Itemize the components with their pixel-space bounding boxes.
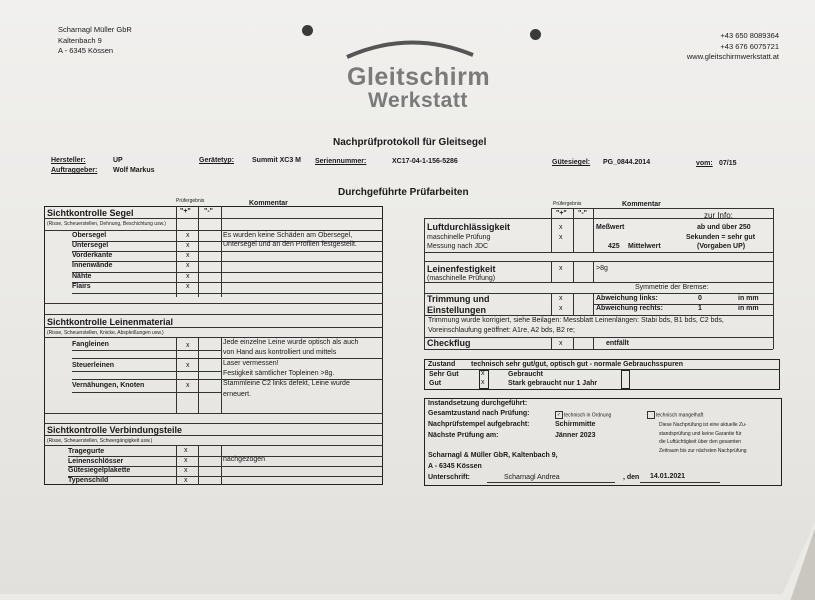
right-col-line	[573, 293, 574, 315]
auftraggeber-value: Wolf Markus	[113, 167, 155, 174]
company-city: A - 6345 Kössen	[58, 46, 114, 55]
leinen-row-label: Fangleinen	[72, 341, 109, 348]
vom-label: vom:	[696, 160, 713, 167]
luft-messwert-label: Meßwert	[596, 224, 625, 231]
segel-row-label: Obersegel	[72, 232, 107, 239]
section-title: Durchgeführte Prüfarbeiten	[338, 187, 469, 198]
right-col-line	[593, 208, 594, 252]
trimmung-note-2: Voreinschlaufung geöffnet: A1re, A2 bds, B2 re;	[428, 327, 575, 334]
row-line	[72, 293, 383, 294]
disclaimer-line: Diese Nachprüfung ist eine aktuelle Zu-	[659, 422, 747, 428]
row-line	[424, 252, 773, 253]
luft-mittelwert-label: Mittelwert	[628, 243, 661, 250]
abweichung-rechts-unit: in mm	[738, 305, 759, 312]
auftraggeber-label: Auftraggeber:	[51, 167, 98, 174]
right-col-line	[593, 337, 594, 349]
leinen-row-comment: Stammleine C2 links defekt, Leine wurde	[223, 380, 350, 387]
punch-hole-right	[530, 29, 541, 40]
trimmung-note-1: Trimmung wurde korrigiert, siehe Beilagen: Messblatt Leinenlängen: Stabi bds, B1 bds, C2 bds,	[428, 317, 724, 324]
disclaimer-line: Zeitraum bis zur nächsten Nachprüfung	[659, 447, 747, 454]
bad-option	[647, 411, 703, 419]
left-col-line	[198, 445, 199, 485]
phone-2: +43 676 6075721	[720, 41, 779, 51]
right-minus-header: "-"	[578, 210, 587, 217]
disclaimer	[659, 421, 747, 455]
right-kommentar-header: Kommentar	[622, 201, 661, 208]
right-col-line	[573, 208, 574, 252]
festigkeit-value: >8g	[596, 265, 608, 272]
right-col-line	[573, 337, 574, 349]
segel-row-mark: x	[186, 283, 190, 290]
segel-row-mark: x	[186, 232, 190, 239]
luft-mark-2: x	[559, 234, 563, 241]
row-line	[72, 392, 221, 393]
firm-line-2: A - 6345 Kössen	[428, 463, 482, 470]
verbindung-row-mark: x	[184, 467, 188, 474]
abweichung-rechts-label: Abweichung rechts:	[596, 305, 663, 312]
segel-row-comment: Es wurden keine Schäden am Obersegel,	[223, 232, 353, 239]
row-line	[72, 261, 383, 262]
vom-value: 07/15	[719, 160, 737, 167]
row-line	[44, 435, 383, 436]
zustand-mark-2: x	[481, 379, 485, 386]
left-minus-header: "-"	[204, 208, 213, 215]
zustand-label: Zustand	[428, 361, 456, 368]
unterschrift-label: Unterschrift:	[428, 474, 471, 481]
right-col-line	[593, 261, 594, 282]
company-contact	[687, 31, 779, 63]
festigkeit-subtitle: (maschinelle Prüfung)	[427, 275, 496, 282]
segel-row-label: Innenwände	[72, 262, 113, 269]
leinen-row-comment: von Hand aus kontrolliert und mittels	[223, 349, 337, 356]
abweichung-links-value: 0	[698, 295, 702, 302]
zustand-gebraucht: Gebraucht	[508, 371, 544, 378]
trimmung-mark-1: x	[559, 295, 563, 302]
left-kommentar-header: Kommentar	[249, 200, 288, 207]
row-line	[72, 282, 383, 283]
leinen-subtitle: (Risse, Scheuerstellen, Knicke, Abspleißungen usw.)	[47, 330, 164, 336]
luft-line-2: Messung nach JDC	[427, 243, 489, 250]
verbindung-subtitle: (Risse, Scheuerstellen, Schwergängigkeit usw.)	[47, 438, 153, 444]
company-street: Kaltenbach 9	[58, 35, 102, 45]
luft-value: 425	[608, 243, 620, 250]
right-col-line	[551, 337, 552, 349]
left-col-line	[198, 337, 199, 413]
row-line	[44, 303, 383, 304]
segel-row-label: Flairs	[72, 283, 91, 290]
hersteller-value: UP	[113, 157, 123, 164]
segel-title: Sichtkontrolle Segel	[47, 208, 134, 218]
verbindung-title: Sichtkontrolle Verbindungsteile	[47, 425, 183, 435]
right-col-line	[424, 218, 425, 349]
row-line	[44, 337, 383, 338]
zur-info: zur Info:	[704, 211, 733, 220]
leinen-row-mark: x	[186, 342, 190, 349]
instand-title: Instandsetzung durchgeführt:	[428, 400, 528, 407]
festigkeit-title: Leinenfestigkeit	[427, 264, 496, 274]
firm-line-1: Scharnagl & Müller GbR, Kaltenbach 9,	[428, 452, 558, 459]
logo-line-2: Werkstatt	[368, 89, 468, 112]
unterschrift-value: Scharnagl Andrea	[504, 474, 560, 481]
left-col-line	[221, 337, 222, 413]
geraetetyp-value: Summit XC3 M	[252, 157, 302, 164]
den-value: 14.01.2021	[650, 473, 686, 480]
luft-title: Luftdurchlässigkeit	[427, 222, 511, 232]
row-line	[44, 314, 383, 315]
verbindung-row-mark: x	[184, 447, 188, 454]
verbindung-row-mark: x	[184, 477, 188, 484]
abweichung-rechts-value: 1	[698, 305, 702, 312]
bad-label: technisch mangelhaft	[656, 412, 704, 419]
stempel-label: Nachprüfstempel aufgebracht:	[428, 421, 530, 428]
ok-check-icon: ✓	[556, 412, 562, 418]
ok-label: technisch in Ordnung	[564, 412, 612, 419]
segel-row-label: Untersegel	[72, 242, 109, 249]
symmetrie-label: Symmetrie der Bremse:	[635, 284, 709, 291]
trimmung-title-2: Einstellungen	[427, 305, 487, 315]
leinen-row-mark: x	[186, 382, 190, 389]
ok-option	[555, 411, 611, 419]
left-col-line	[221, 445, 222, 485]
leinen-row-label: Steuerleinen	[72, 362, 115, 369]
abweichung-links-unit: in mm	[738, 295, 759, 302]
row-line	[424, 349, 773, 350]
segel-row-mark: x	[186, 252, 190, 259]
document-title: Nachprüfprotokoll für Gleitsegel	[333, 137, 487, 148]
trimmung-title-1: Trimmung und	[427, 294, 490, 304]
logo-arc-icon	[335, 33, 485, 63]
row-line	[424, 218, 773, 219]
bad-check-icon	[647, 411, 655, 419]
website: www.gleitschirmwerkstatt.at	[686, 52, 779, 61]
segel-row-label: Nähte	[72, 273, 92, 280]
zustand-sehr-gut: Sehr Gut	[429, 371, 459, 378]
right-pruefergebnis: Prüfergebnis	[553, 201, 582, 207]
disclaimer-line: standsprüfung und keine Garantie für	[659, 430, 742, 437]
zustand-mark-1: x	[481, 370, 485, 377]
left-col-line	[176, 337, 177, 413]
company-name: Scharnagl Müller GbR	[58, 25, 132, 34]
left-pruefergebnis: Prüfergebnis	[176, 198, 205, 204]
right-col-line	[773, 208, 774, 349]
row-line	[424, 282, 773, 283]
zustand-stark: Stark gebraucht nur 1 Jahr	[508, 380, 598, 387]
punch-hole-left	[302, 25, 313, 36]
row-line	[72, 251, 383, 252]
guetesiegel-label: Gütesiegel:	[552, 159, 591, 166]
row-line	[424, 337, 773, 338]
right-col-line	[573, 261, 574, 282]
verbindung-row-label: Gütesiegelplakette	[68, 467, 131, 474]
stempel-value: Schirmmitte	[555, 421, 596, 428]
abweichung-links-label: Abweichung links:	[596, 295, 658, 302]
right-col-line	[551, 261, 552, 282]
leinen-title: Sichtkontrolle Leinenmaterial	[47, 317, 174, 327]
naechste-value: Jänner 2023	[555, 432, 596, 439]
date-line	[640, 482, 720, 483]
checkflug-mark: x	[559, 340, 563, 347]
verbindung-row-label: Tragegurte	[68, 448, 105, 455]
company-address	[58, 25, 132, 57]
row-line	[44, 413, 383, 414]
row-line	[72, 272, 383, 273]
guetesiegel-value: PG_0844.2014	[603, 159, 651, 166]
signature-line	[487, 482, 615, 483]
row-line	[72, 358, 383, 359]
row-line	[424, 261, 773, 262]
leinen-row-mark: x	[186, 362, 190, 369]
leinen-row-comment: Jede einzelne Leine wurde optisch als auch	[223, 339, 359, 346]
zustand-description: technisch sehr gut/gut, optisch gut - normale Gebrauchsspuren	[471, 361, 683, 368]
segel-subtitle: (Risse, Scheuerstellen, Dehnung, Beschichtung usw.)	[47, 221, 166, 227]
row-line	[44, 423, 383, 424]
right-plus-header: "+"	[556, 210, 567, 217]
checkflug-title: Checkflug	[427, 338, 471, 348]
verbindung-row-label: Typenschild	[68, 477, 109, 484]
row-line	[72, 350, 221, 351]
luft-line-1: maschinelle Prüfung	[427, 234, 491, 241]
phone-1: +43 650 8089364	[720, 31, 779, 40]
trimmung-mark-2: x	[559, 305, 563, 312]
leinen-row-comment: Laser vermessen!	[223, 360, 279, 367]
row-line	[44, 327, 383, 328]
leinen-row-comment: erneuert.	[223, 391, 252, 398]
segel-row-comment: Untersegel und an den Profilen festgestellt.	[223, 241, 357, 248]
verbindung-row-label: Leinenschlösser	[68, 458, 124, 465]
seriennummer-label: Seriennummer:	[315, 158, 367, 165]
verbindung-row-comment: nachgezogen	[223, 456, 266, 463]
segel-row-label: Vorderkante	[72, 252, 113, 259]
row-line	[424, 315, 773, 316]
luft-info-1: ab und über 250	[697, 224, 751, 231]
row-line	[72, 371, 221, 372]
gesamt-label: Gesamtzustand nach Prüfung:	[428, 410, 530, 417]
row-line	[44, 218, 383, 219]
verbindung-row-mark: x	[184, 457, 188, 464]
row-line	[551, 208, 773, 209]
row-line	[44, 445, 383, 446]
luft-info-2: Sekunden = sehr gut	[686, 234, 756, 241]
zustand-empty-box	[621, 370, 630, 389]
disclaimer-line: die Luftüchtigkeit über den gesamten	[659, 439, 741, 445]
zustand-gut: Gut	[429, 380, 442, 387]
row-line	[44, 230, 383, 231]
geraetetyp-label: Gerätetyp:	[199, 157, 235, 164]
logo-line-1: Gleitschirm	[347, 63, 491, 91]
leinen-row-comment: Festigkeit sämtlicher Topleinen >8g.	[223, 370, 335, 377]
right-col-line	[551, 208, 552, 252]
row-line	[68, 476, 383, 477]
leinen-row-label: Vernähungen, Knoten	[72, 382, 145, 389]
luft-info-3: (Vorgaben UP)	[697, 243, 746, 250]
left-plus-header: "+"	[180, 208, 191, 215]
checkflug-value: entfällt	[606, 340, 629, 347]
luft-mark-1: x	[559, 224, 563, 231]
row-line	[424, 369, 780, 370]
right-col-line	[551, 293, 552, 315]
left-col-line	[176, 445, 177, 485]
naechste-label: Nächste Prüfung am:	[428, 432, 499, 439]
segel-row-mark: x	[186, 273, 190, 280]
den-label: , den	[623, 474, 640, 481]
segel-row-mark: x	[186, 242, 190, 249]
seriennummer-value: XC17-04-1-156-5286	[392, 158, 458, 165]
segel-row-mark: x	[186, 262, 190, 269]
hersteller-label: Hersteller:	[51, 157, 86, 164]
festigkeit-mark: x	[559, 265, 563, 272]
